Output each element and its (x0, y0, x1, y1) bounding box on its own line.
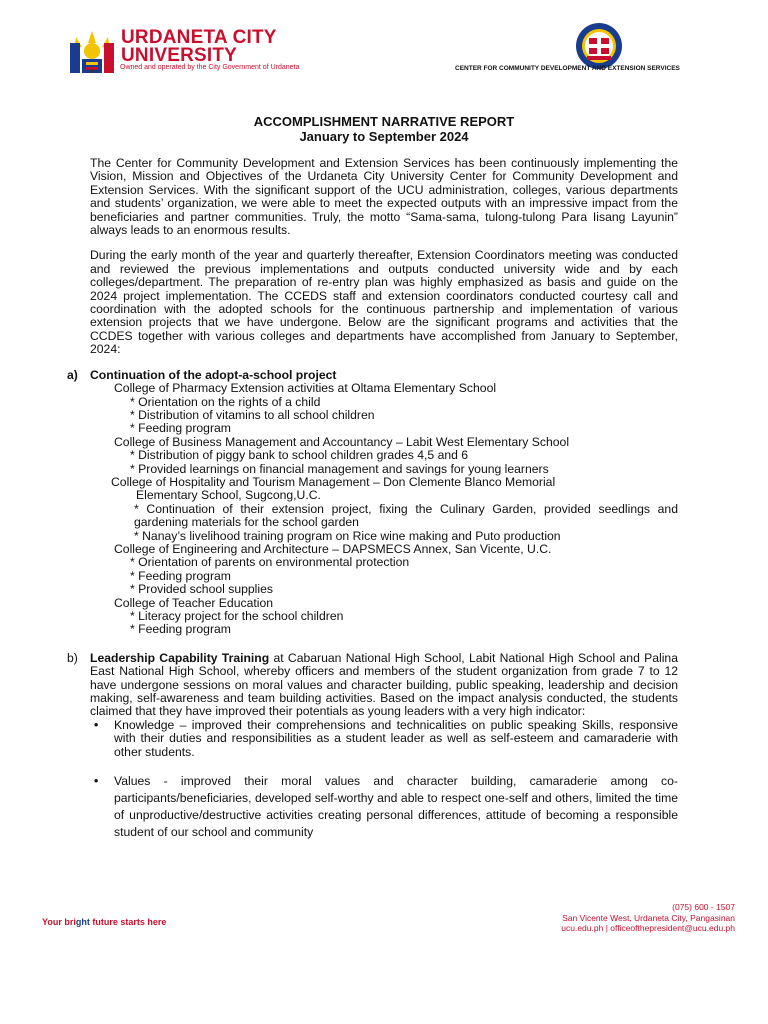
list-item: * Provided learnings on financial management and savings for young learners (130, 461, 549, 476)
list-item: * Nanay’s livelihood training program on Rice wine making and Puto production (134, 528, 561, 543)
activities-paragraph: During the early month of the year and quarterly thereafter, Extension Coordinators meeting was conducted and reviewed the previous implementations and outputs conducted university wide and by each colleges/department. The preparation of re-entry plan was highly emphasized as basis and guide on the 2024 project implementation. The CCEDS staff and extension coordinators conducted courtesy call and coordination with the adopted schools for the continuous partnership and implementation of various extension projects that we have undergone. Below are the significant programs and activities that the CCDES together with various colleges and departments have accomplished from January to September, 2024: (90, 248, 678, 357)
report-body (67, 156, 678, 841)
list-item: * Feeding program (130, 421, 231, 436)
list-item: * Distribution of vitamins to all school children (130, 407, 375, 422)
letterhead (0, 0, 768, 86)
college-hospitality-cont: Elementary School, Sugcong,U.C. (136, 488, 321, 503)
list-item: * Feeding program (130, 568, 231, 583)
section-b-heading: Leadership Capability Training (90, 650, 270, 665)
report-title (0, 114, 768, 144)
impact-list (90, 719, 678, 841)
university-tagline: Owned and operated by the City Government of Urdaneta (120, 64, 300, 71)
list-item: * Feeding program (130, 622, 231, 637)
college-hospitality: College of Hospitality and Tourism Management – Don Clemente Blanco Memorial (111, 474, 556, 489)
college-pharmacy: College of Pharmacy Extension activities at Oltama Elementary School (114, 381, 497, 396)
list-item: • Values - improved their moral values and character building, camaraderie among co-participants/beneficiaries, developed self-worthy and able to respect one-self and others, limited the time of unproductive/destructive activities creating personal differences, attitude of becoming a responsible student of our school and community (94, 774, 678, 840)
section-a (67, 367, 678, 637)
list-item: * Orientation on the rights of a child (130, 394, 321, 409)
list-item: • Knowledge – improved their comprehensions and technicalities on public speaking Skills, responsive with their duties and responsibilities as a student leader as well as self-esteem and camaraderie with other students. (94, 717, 678, 759)
list-item: * Orientation of parents on environmental protection (130, 555, 410, 570)
report-title-main: ACCOMPLISHMENT NARRATIVE REPORT (253, 114, 515, 129)
section-b-text: at Cabaruan National High School, Labit National High School and Palina East National High School, whereby officers and members of the student organization from grade 7 to 12 have undergone sessions on moral values and character building, public speaking, leadership and decision making, self-awareness and team building activities. Based on the impact analysis conducted, the students claimed that they have improved their potentials as young leaders with a very high indicator: (90, 650, 678, 719)
bullet-icon: • (94, 717, 99, 732)
footer-slogan: Your bright future starts here (42, 917, 167, 927)
list-item: * Continuation of their extension project, fixing the Culinary Garden, provided seedlings and gardening materials for the school garden (134, 501, 678, 530)
footer-contact (561, 902, 735, 934)
list-item: * Literacy project for the school children (130, 609, 344, 623)
report-period: January to September 2024 (299, 129, 469, 144)
list-item: * Provided school supplies (130, 582, 273, 597)
footer-phone: (075) 600 - 1507 (672, 902, 735, 912)
section-a-heading: a) Continuation of the adopt-a-school project (67, 367, 337, 382)
department-seal-icon (575, 22, 623, 70)
section-b (67, 650, 678, 841)
department-name: CENTER FOR COMMUNITY DEVELOPMENT AND EXTENSION SERVICES (455, 65, 680, 72)
founding-year: 1966 (86, 69, 98, 75)
college-business: College of Business Management and Accountancy – Labit West Elementary School (114, 434, 570, 449)
list-item: * Distribution of piggy bank to school children grades 4,5 and 6 (130, 448, 469, 463)
footer-web: ucu.edu.ph | officeofthepresident@ucu.edu.ph (561, 923, 735, 933)
bullet-icon: • (94, 774, 99, 789)
footer-address: San Vicente West, Urdaneta City, Pangasinan (562, 912, 735, 923)
college-engineering: College of Engineering and Architecture – DAPSMECS Annex, San Vicente, U.C. (114, 541, 552, 556)
college-teacher-education: College of Teacher Education (114, 595, 273, 610)
university-name: URDANETA CITY UNIVERSITY (121, 27, 277, 66)
section-b-letter: b) (67, 650, 78, 665)
intro-paragraph: The Center for Community Development and Extension Services has been continuously implementing the Vision, Mission and Objectives of the Urdaneta City University Center for Community Development and Extension Services. With the significant support of the UCU administration, colleges, various departments and students’ organization, we were able to meet the expected outputs with an impressive impact from the beneficiaries and partner communities. Truly, the motto “Sama-sama, tulong-tulong Para Iisang Layunin” always leads to an enormous results. (90, 156, 678, 238)
